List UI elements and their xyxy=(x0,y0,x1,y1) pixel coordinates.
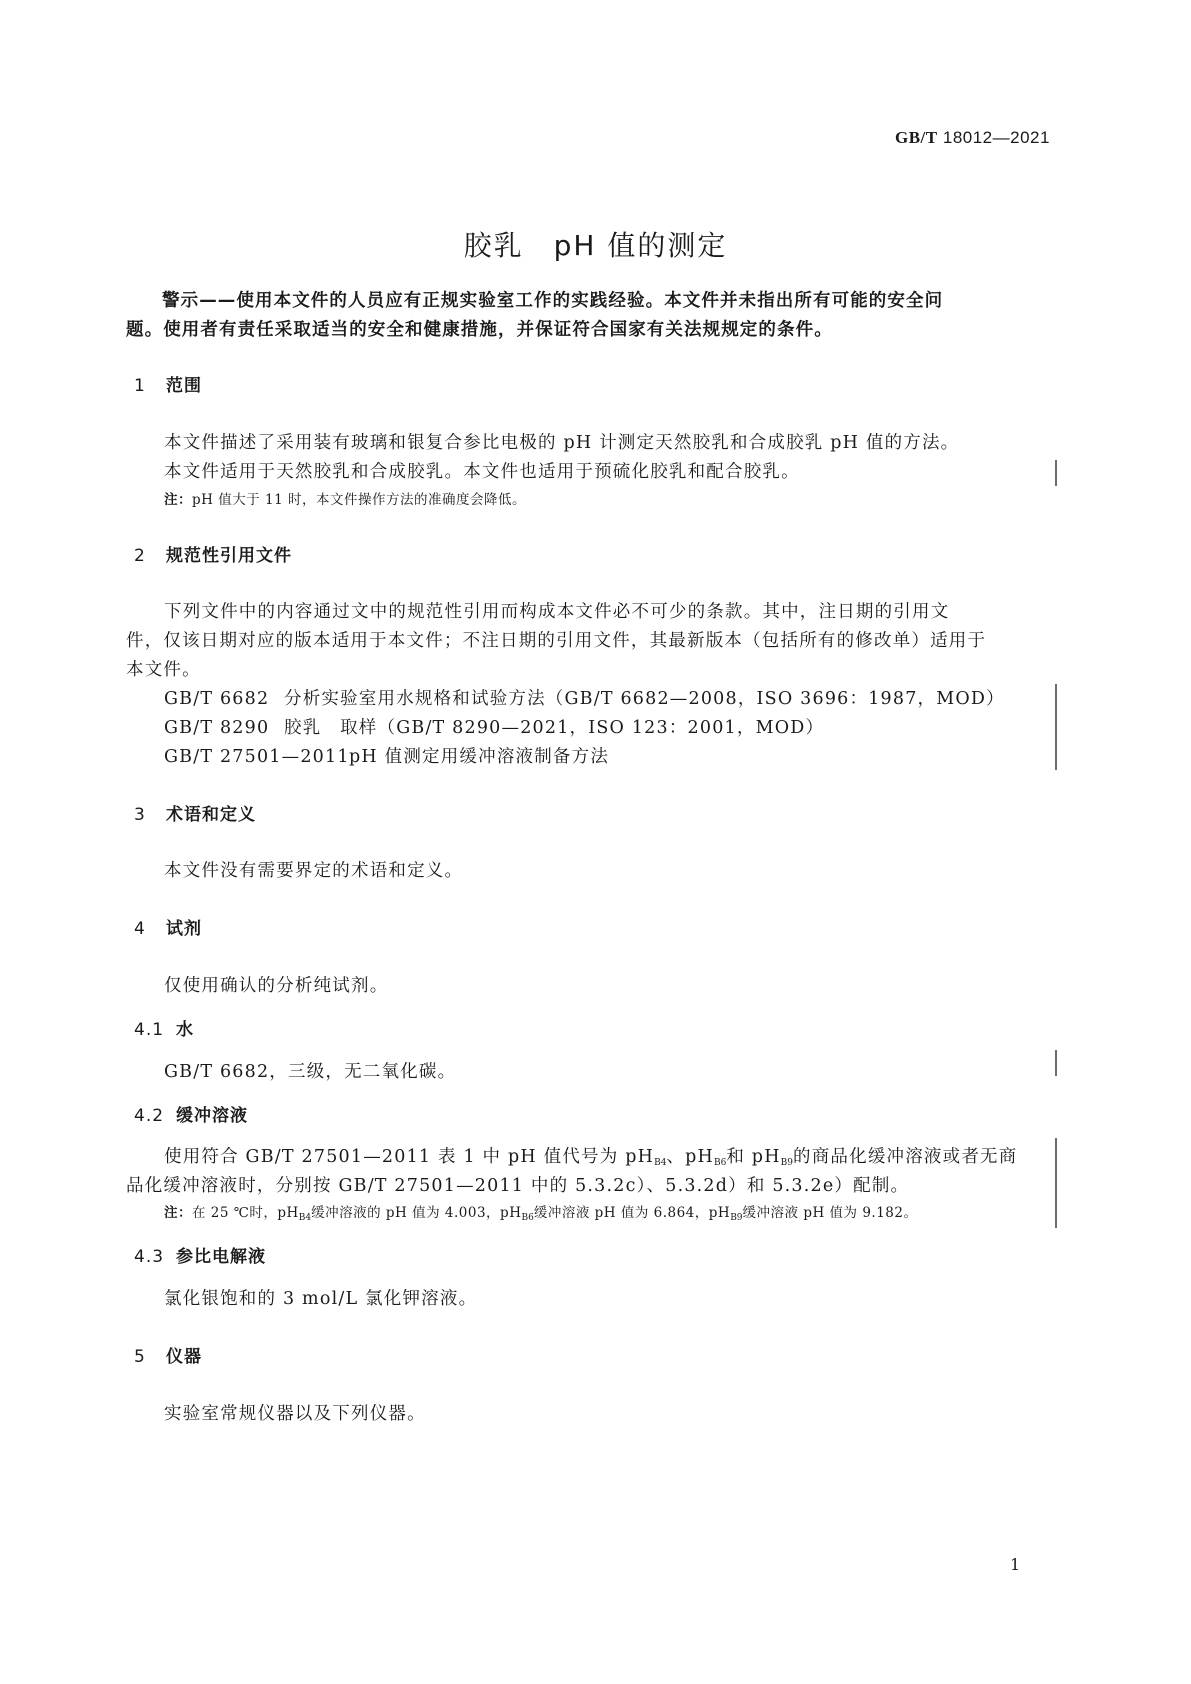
text-run: 的商品化缓冲溶液或者无商 xyxy=(793,1147,1018,1167)
sec2-paragraph-line-2: 件，仅该日期对应的版本适用于本文件；不注日期的引用文件，其最新版本（包括所有的修改单）适用于 xyxy=(126,631,987,651)
section-3-heading xyxy=(134,800,256,825)
section-title: 规范性引用文件 xyxy=(166,546,292,566)
sec4-2-paragraph-line-1 xyxy=(164,1143,1017,1168)
section-number: 3 xyxy=(134,805,146,825)
standard-number xyxy=(895,128,1050,148)
standard-prefix: GB/T xyxy=(895,128,938,147)
reference-code: GB/T 8290 xyxy=(164,718,270,738)
reference-title: 胶乳 取样（GB/T 8290—2021，ISO 123：2001，MOD） xyxy=(284,718,825,738)
sec4-2-note xyxy=(164,1201,917,1223)
subscript: B6 xyxy=(521,1213,534,1223)
warning-line-2: 题。使用者有责任采取适当的安全和健康措施，并保证符合国家有关法规规定的条件。 xyxy=(126,320,833,340)
sec1-note xyxy=(164,488,526,508)
text-run: 在 25 ℃时，pH xyxy=(192,1205,299,1221)
section-title: 术语和定义 xyxy=(166,805,256,825)
section-title: 缓冲溶液 xyxy=(176,1106,248,1126)
section-number: 4.1 xyxy=(134,1020,165,1040)
section-number: 5 xyxy=(134,1347,146,1367)
text-run: 、pH xyxy=(666,1147,714,1167)
subscript: B4 xyxy=(654,1158,667,1168)
section-title: 范围 xyxy=(166,376,202,396)
reference-title: 分析实验室用水规格和试验方法（GB/T 6682—2008，ISO 3696：1987，MOD） xyxy=(284,689,1005,709)
text-run: 缓冲溶液 pH 值为 6.864，pH xyxy=(533,1205,731,1221)
reference-title: pH 值测定用缓冲溶液制备方法 xyxy=(349,747,610,767)
note-text: pH 值大于 11 时，本文件操作方法的准确度会降低。 xyxy=(192,492,526,508)
section-4-3-heading xyxy=(134,1242,266,1267)
change-bar xyxy=(1055,684,1057,770)
reference-code: GB/T 27501—2011 xyxy=(164,747,350,767)
section-5-heading xyxy=(134,1342,202,1367)
subscript: B9 xyxy=(780,1158,794,1168)
standard-code: 18012—2021 xyxy=(942,128,1050,147)
section-4-1-heading xyxy=(134,1015,194,1040)
sec4-paragraph: 仅使用确认的分析纯试剂。 xyxy=(164,976,389,996)
sec5-paragraph: 实验室常规仪器以及下列仪器。 xyxy=(164,1404,426,1424)
sec3-paragraph: 本文件没有需要界定的术语和定义。 xyxy=(164,861,464,881)
section-title: 仪器 xyxy=(166,1347,202,1367)
sec4-3-paragraph: 氯化银饱和的 3 mol/L 氯化钾溶液。 xyxy=(164,1289,478,1309)
sec2-paragraph-line-1: 下列文件中的内容通过文中的规范性引用而构成本文件必不可少的条款。其中，注日期的引用文 xyxy=(164,602,950,622)
reference-item xyxy=(164,685,1005,710)
reference-item xyxy=(164,743,609,768)
text-run: 缓冲溶液的 pH 值为 4.003，pH xyxy=(311,1205,522,1221)
note-label: 注： xyxy=(164,492,192,508)
subscript: B6 xyxy=(714,1158,727,1168)
change-bar xyxy=(1055,1138,1057,1228)
section-number: 4 xyxy=(134,919,146,939)
text-run: 使用符合 GB/T 27501—2011 表 1 中 pH 值代号为 pH xyxy=(164,1147,655,1167)
sec4-1-paragraph: GB/T 6682，三级，无二氧化碳。 xyxy=(164,1062,457,1082)
sec1-paragraph-1: 本文件描述了采用装有玻璃和银复合参比电极的 pH 计测定天然胶乳和合成胶乳 pH 值的方法。 xyxy=(164,433,960,453)
section-number: 2 xyxy=(134,546,146,566)
section-title: 试剂 xyxy=(166,919,202,939)
section-1-heading xyxy=(134,371,202,396)
page-number: 1 xyxy=(1010,1555,1021,1574)
subscript: B9 xyxy=(730,1213,743,1223)
section-4-2-heading xyxy=(134,1101,248,1126)
change-bar xyxy=(1055,1050,1057,1076)
text-run: 缓冲溶液 pH 值为 9.182。 xyxy=(742,1205,918,1221)
change-bar xyxy=(1055,460,1057,486)
note-label: 注： xyxy=(164,1205,192,1221)
section-number: 4.3 xyxy=(134,1247,165,1267)
section-number: 4.2 xyxy=(134,1106,165,1126)
reference-item xyxy=(164,714,824,739)
reference-code: GB/T 6682 xyxy=(164,689,270,709)
section-title: 参比电解液 xyxy=(176,1247,266,1267)
warning-line-1: 警示——使用本文件的人员应有正规实验室工作的实践经验。本文件并未指出所有可能的安全问 xyxy=(162,291,944,311)
document-title: 胶乳 pH 值的测定 xyxy=(463,229,728,262)
sec4-2-paragraph-line-2: 品化缓冲溶液时，分别按 GB/T 27501—2011 中的 5.3.2c）、5.3.2d）和 5.3.2e）配制。 xyxy=(126,1176,910,1196)
section-4-heading xyxy=(134,914,202,939)
section-2-heading xyxy=(134,541,292,566)
sec2-paragraph-line-3: 本文件。 xyxy=(126,660,201,680)
text-run: 和 pH xyxy=(726,1147,781,1167)
subscript: B4 xyxy=(298,1213,312,1223)
section-title: 水 xyxy=(176,1020,194,1040)
sec1-paragraph-2: 本文件适用于天然胶乳和合成胶乳。本文件也适用于预硫化胶乳和配合胶乳。 xyxy=(164,462,800,482)
section-number: 1 xyxy=(134,376,146,396)
